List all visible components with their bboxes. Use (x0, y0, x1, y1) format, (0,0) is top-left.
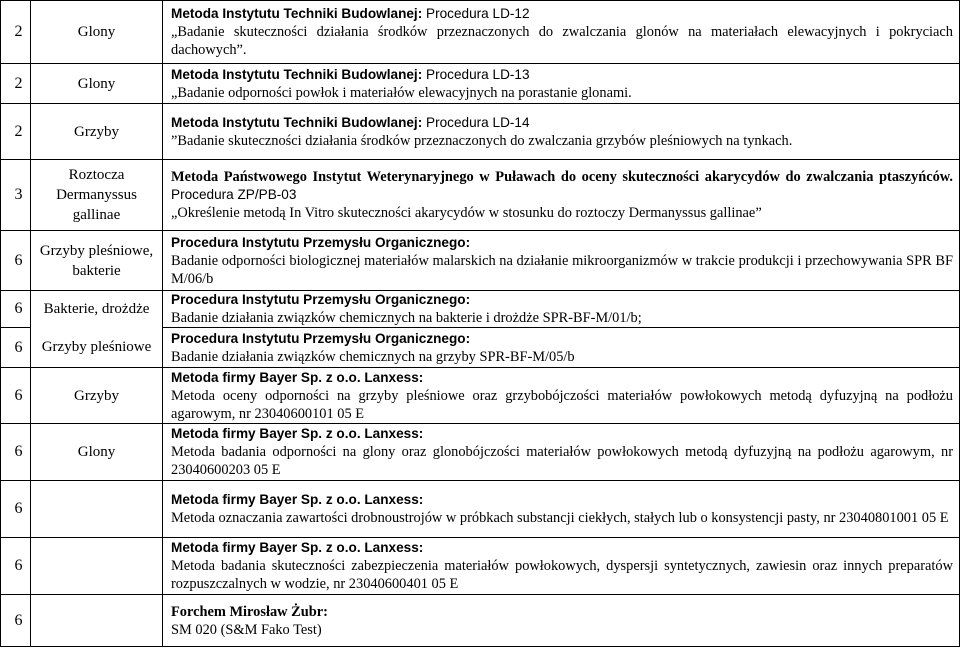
method-description (163, 481, 960, 538)
method-description (163, 424, 960, 481)
method-source: Metoda firmy Bayer Sp. z o.o. Lanxess: (171, 426, 424, 441)
method-title: Metoda badania odporności na glony oraz glonobójczości materiałów powłokowych metodą dyfuzyjną na podłożu agarowym, nr 23040600203 05 E (171, 444, 953, 478)
table-row (1, 481, 960, 538)
method-source: Metoda Instytutu Techniki Budowlanej: (171, 114, 423, 130)
organism-cell (31, 291, 163, 328)
method-title: Badanie działania związków chemicznych na grzyby SPR-BF-M/05/b (171, 348, 575, 365)
organism-cell (31, 595, 163, 647)
organism-label: Roztocza Dermanyssus gallinae (56, 167, 137, 223)
organism-cell (31, 328, 163, 368)
method-description (163, 160, 960, 231)
row-number: 2 (1, 1, 31, 64)
table-row (1, 595, 960, 647)
organism-label: Glony (77, 75, 116, 92)
method-title: „Określenie metodą In Vitro skuteczności akarycydów w stosunku do roztoczy Dermanyssus gallinae” (171, 205, 762, 221)
method-title: Badanie działania związków chemicznych na bakterie i drożdże SPR-BF-M/01/b; (171, 310, 642, 326)
row-number: 6 (1, 538, 31, 595)
organism-label: Glony (77, 24, 116, 40)
method-description (163, 595, 960, 647)
organism-cell (31, 1, 163, 64)
method-title: Metoda oceny odporności na grzyby pleśniowe oraz grzybobójczości materiałów powłokowych metodą dyfuzyjną na podłożu agarowym, nr 23040600101 05 E (171, 387, 953, 422)
method-source: Metoda Instytutu Techniki Budowlanej: (171, 66, 423, 82)
organism-cell (31, 160, 163, 231)
method-description (163, 291, 960, 328)
row-number: 2 (1, 104, 31, 160)
method-description (163, 368, 960, 424)
row-number: 6 (1, 595, 31, 647)
method-title: „Badanie odporności powłok i materiałów elewacyjnych na porastanie glonami. (171, 84, 632, 101)
procedure-code: Procedura ZP/PB-03 (171, 187, 297, 202)
table-row (1, 424, 960, 481)
table-row (1, 328, 960, 368)
method-source: Forchem Mirosław Żubr: (171, 603, 328, 620)
organism-label: Grzyby (74, 387, 119, 404)
method-description (163, 1, 960, 64)
method-source: Metoda firmy Bayer Sp. z o.o. Lanxess: (171, 369, 424, 385)
organism-label: Grzyby pleśniowe (41, 339, 152, 356)
row-number: 2 (1, 64, 31, 104)
method-source: Metoda Instytutu Techniki Budowlanej: (171, 6, 423, 21)
organism-cell (31, 368, 163, 424)
table-row (1, 1, 960, 64)
organism-cell (31, 481, 163, 538)
procedure-code: Procedura LD-14 (422, 114, 530, 130)
row-number: 6 (1, 231, 31, 291)
table-row (1, 160, 960, 231)
method-description (163, 231, 960, 291)
organism-cell (31, 231, 163, 291)
organism-cell (31, 104, 163, 160)
method-source: Procedura Instytutu Przemysłu Organicznego: (171, 330, 471, 346)
organism-cell (31, 64, 163, 104)
row-number: 6 (1, 368, 31, 424)
method-title: „Badanie skuteczności działania środków przeznaczonych do zwalczania glonów na materiałach elewacyjnych i pokryciach dachowych”. (171, 24, 953, 58)
organism-cell (31, 538, 163, 595)
procedure-code: Procedura LD-13 (422, 66, 530, 82)
method-title: SM 020 (S&M Fako Test) (171, 621, 322, 638)
organism-label: Bakterie, drożdże (43, 301, 150, 318)
method-source: Procedura Instytutu Przemysłu Organicznego: (171, 234, 471, 250)
method-title: Metoda badania skuteczności zabezpieczenia materiałów powłokowych, dyspersji syntetycznych, zawiesin oraz innych preparatów rozpuszczalnych w wodzie, nr 23040600401 05 E (171, 558, 953, 592)
row-number: 6 (1, 291, 31, 328)
organism-label: Grzyby pleśniowe, bakterie (39, 242, 154, 279)
method-description (163, 64, 960, 104)
row-number: 6 (1, 481, 31, 538)
method-description (163, 328, 960, 368)
row-number: 6 (1, 328, 31, 368)
method-title: Metoda oznaczania zawartości drobnoustrojów w próbkach substancji ciekłych, stałych lub o konsystencji pasty, nr 23040801001 05 E (171, 510, 949, 526)
method-title: Badanie odporności biologicznej materiałów malarskich na działanie mikroorganizmów w trakcie produkcji i przechowywania SPR BF M/06/b (171, 252, 953, 287)
method-source: Metoda firmy Bayer Sp. z o.o. Lanxess: (171, 492, 424, 507)
organism-cell (31, 424, 163, 481)
table-row (1, 368, 960, 424)
method-description (163, 538, 960, 595)
table-row (1, 231, 960, 291)
table-row (1, 538, 960, 595)
method-source: Metoda Państwowego Instytut Weterynaryjnego w Puławach do oceny skuteczności akarycydów do zwalczania ptaszyńców. (171, 169, 953, 185)
organism-label: Grzyby (74, 123, 119, 140)
procedure-code: Procedura LD-12 (422, 6, 530, 21)
organism-label: Glony (77, 444, 116, 460)
row-number: 3 (1, 160, 31, 231)
table-row (1, 291, 960, 328)
method-source: Procedura Instytutu Przemysłu Organicznego: (171, 292, 471, 307)
row-number: 6 (1, 424, 31, 481)
method-title: ”Badanie skuteczności działania środków przeznaczonych do zwalczania grzybów pleśniowych na tynkach. (171, 132, 793, 149)
table-row (1, 64, 960, 104)
method-description (163, 104, 960, 160)
table-row (1, 104, 960, 160)
method-source: Metoda firmy Bayer Sp. z o.o. Lanxess: (171, 540, 424, 555)
